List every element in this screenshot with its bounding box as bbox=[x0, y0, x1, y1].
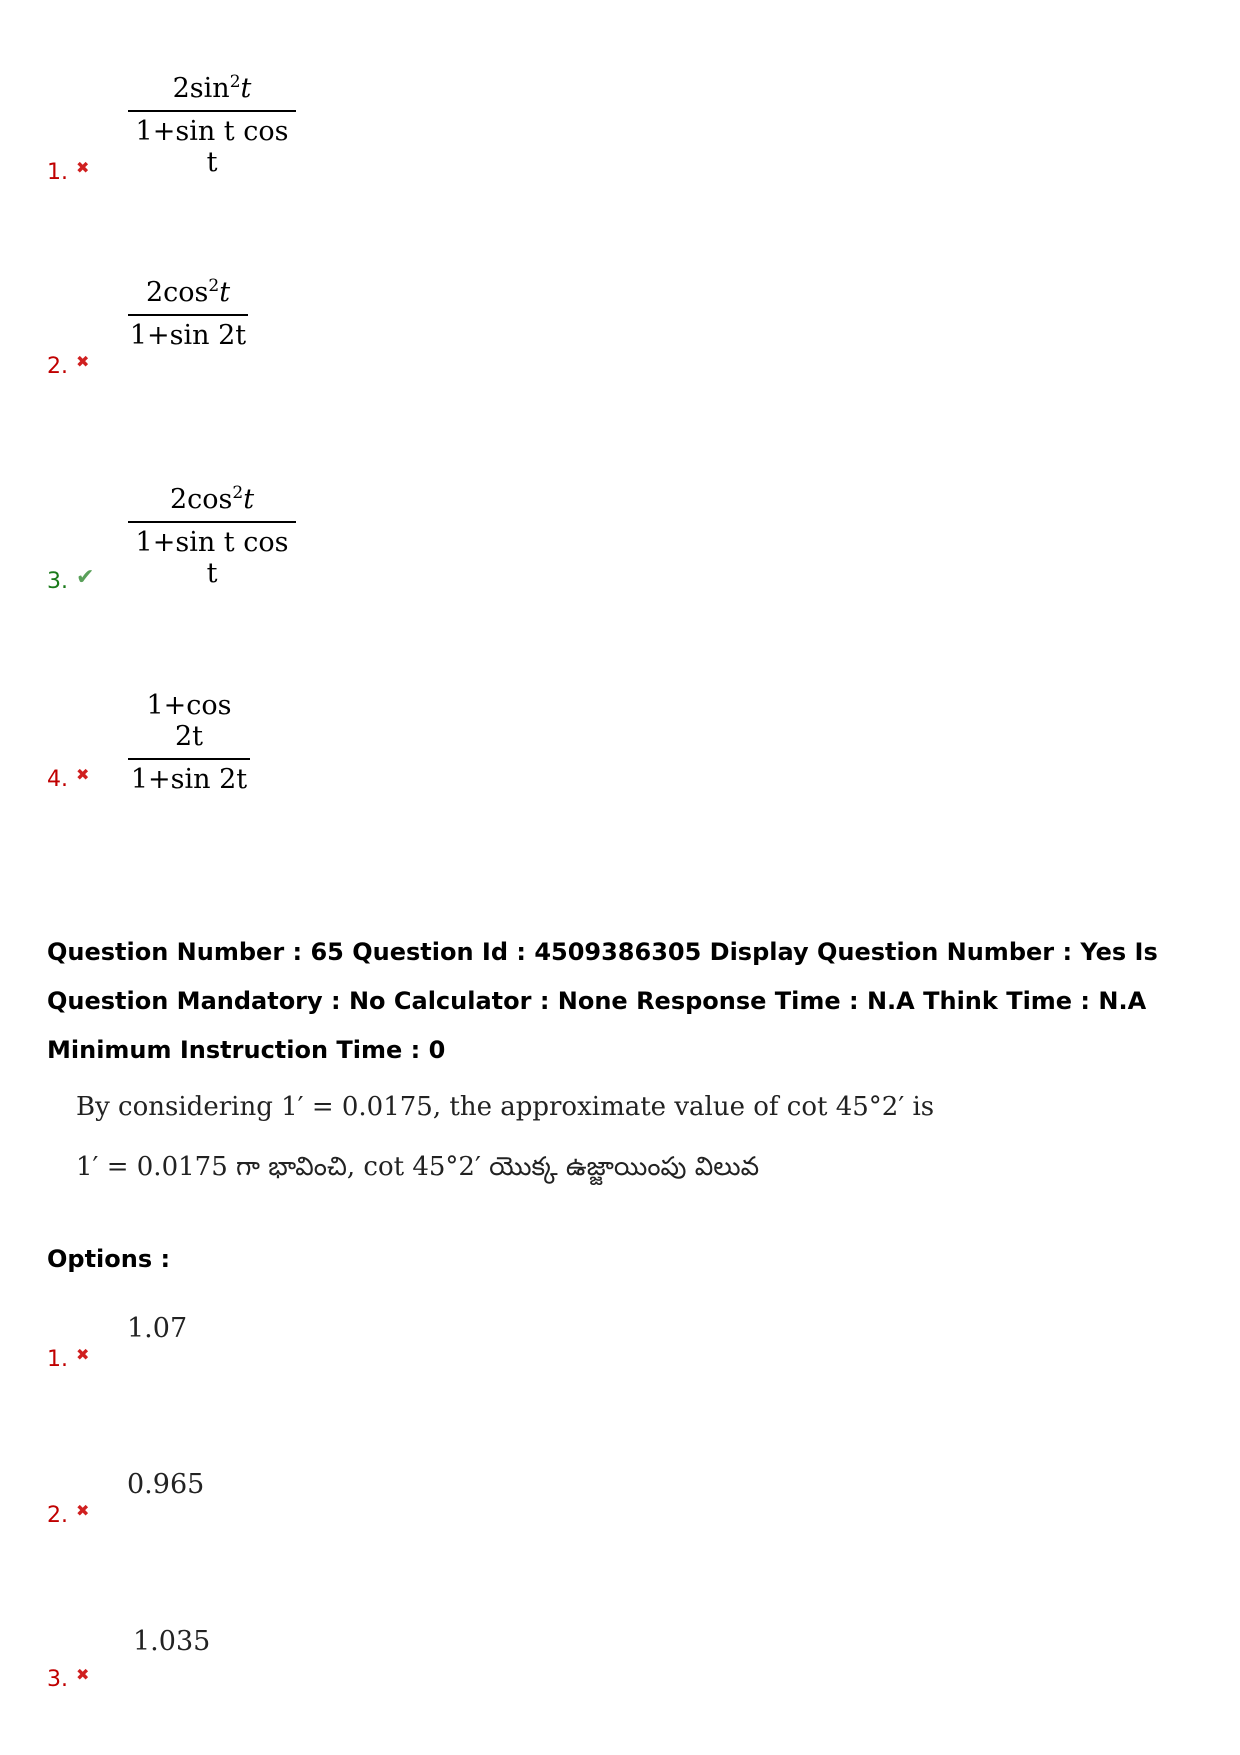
option-number: 2. ✖ bbox=[47, 352, 90, 379]
question-meta: Question Number : 65 Question Id : 4509386305 Display Question Number : Yes Is Question Mandatory : No Calculator : None Response Time : N.A Think Time : N.A Minimum Instruction Time : 0 bbox=[47, 938, 1158, 1064]
question-text-telugu: 1′ = 0.0175 గా భావించి, cot 45°2′ యొక్క ఉజ్జాయింపు విలువ bbox=[76, 1152, 760, 1182]
option-number: 1. ✖ bbox=[47, 1345, 90, 1372]
cross-icon: ✖ bbox=[76, 352, 90, 371]
option-value: 0.965 bbox=[127, 1469, 205, 1500]
cross-icon: ✖ bbox=[76, 1665, 90, 1684]
option-number: 1. ✖ bbox=[47, 158, 90, 185]
cross-icon: ✖ bbox=[76, 765, 90, 784]
options-label: Options : bbox=[47, 1245, 171, 1273]
fraction: $2\cos^2t$ 1+sin t cos t bbox=[128, 484, 296, 589]
fraction: $2\cos^2t$ 1+sin 2t bbox=[129, 276, 247, 351]
check-icon: ✔ bbox=[76, 565, 95, 590]
cross-icon: ✖ bbox=[76, 158, 90, 177]
option-number: 2. ✖ bbox=[47, 1501, 90, 1528]
option-value: 1.035 bbox=[133, 1626, 211, 1657]
option-number: 3. ✔ bbox=[47, 565, 95, 594]
question-text-english: By considering 1′ = 0.0175, the approximate value of cot 45°2′ is bbox=[76, 1092, 935, 1122]
option-number: 3. ✖ bbox=[47, 1665, 90, 1692]
fraction: 1+cos 2t 1+sin 2t bbox=[128, 690, 250, 795]
option-value: 1.07 bbox=[127, 1313, 188, 1344]
option-number: 4. ✖ bbox=[47, 765, 90, 792]
cross-icon: ✖ bbox=[76, 1501, 90, 1520]
cross-icon: ✖ bbox=[76, 1345, 90, 1364]
fraction: $2\sin^2t$ 1+sin t cos t bbox=[128, 73, 296, 178]
